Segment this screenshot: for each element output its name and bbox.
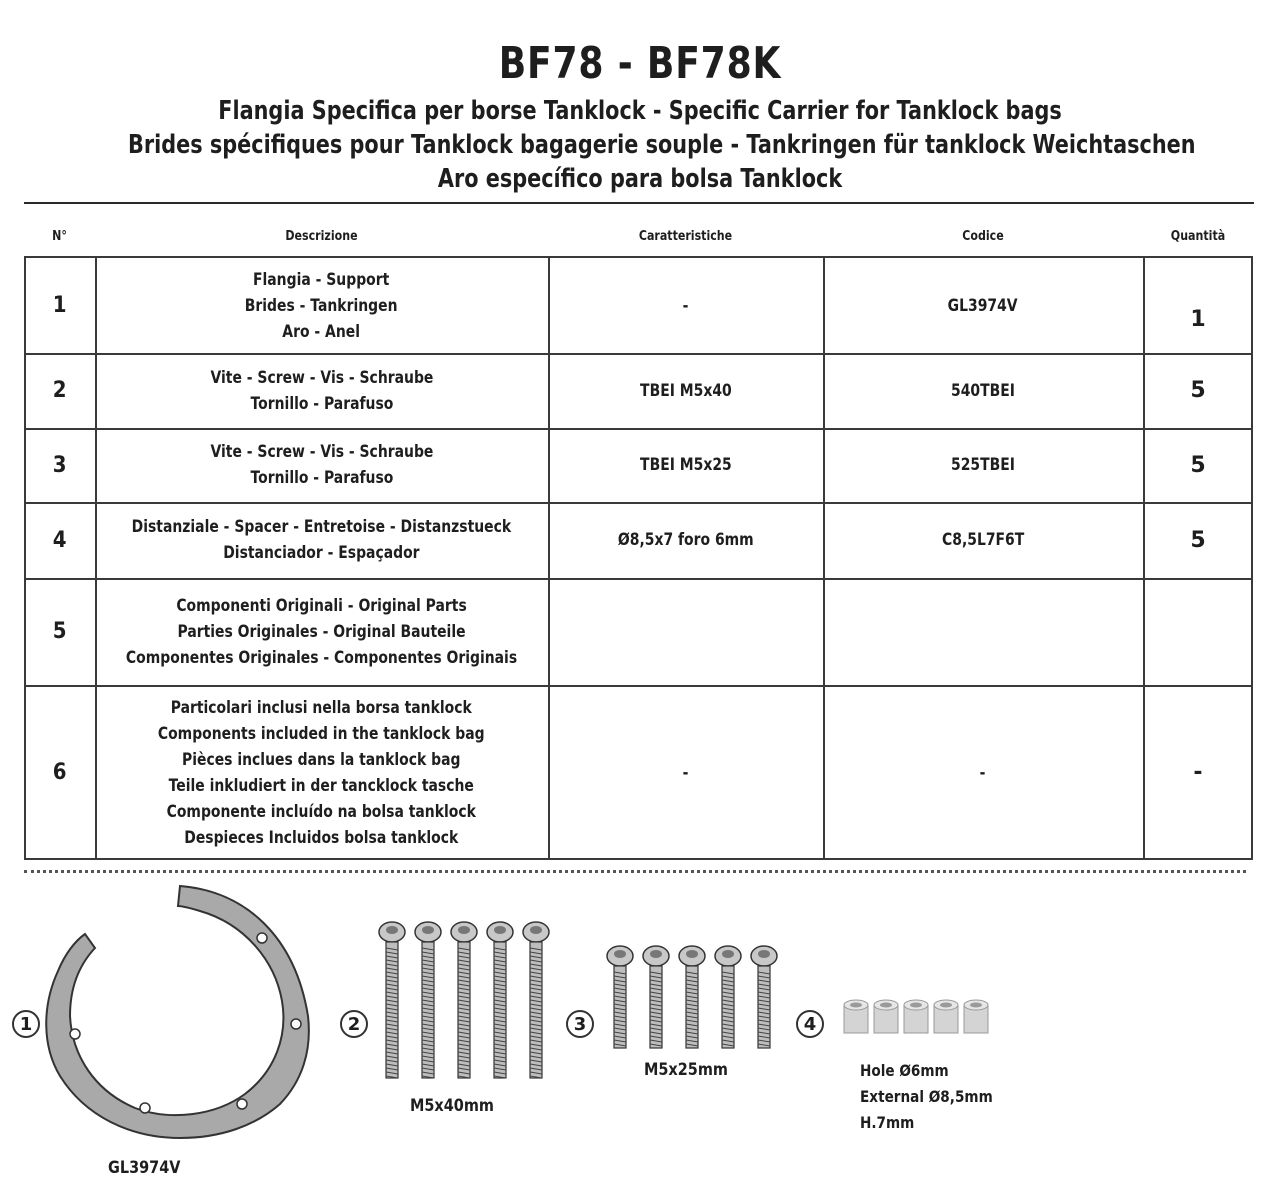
long-screws-illustration bbox=[372, 918, 552, 1088]
row-quantity-text: 5 bbox=[1190, 378, 1206, 403]
row-quantity bbox=[1143, 428, 1253, 502]
spacer-external-label: External Ø8,5mm bbox=[860, 1087, 993, 1106]
row-number-text: 5 bbox=[52, 619, 67, 644]
spacer bbox=[844, 1000, 868, 1033]
description-line: Brides - Tankringen bbox=[245, 295, 398, 316]
row-code-text: - bbox=[980, 762, 986, 783]
part-marker-4: 4 bbox=[796, 1010, 824, 1038]
header-code: Codice bbox=[962, 229, 1004, 244]
long-screw-size-label: M5x40mm bbox=[410, 1096, 494, 1116]
subtitle-fr-de: Brides spécifiques pour Tanklock bagagerie souple - Tankringen für tanklock Weichtaschen bbox=[128, 130, 1196, 160]
flange-illustration bbox=[40, 876, 330, 1146]
row-quantity-text: 5 bbox=[1190, 452, 1206, 478]
row-description bbox=[95, 685, 548, 860]
row-characteristics bbox=[548, 685, 823, 860]
row-number bbox=[24, 502, 95, 578]
spacer-height-label: H.7mm bbox=[860, 1113, 915, 1132]
header-num: N° bbox=[52, 229, 67, 244]
row-description-text bbox=[210, 365, 433, 417]
screw bbox=[715, 946, 741, 1048]
row-number bbox=[24, 428, 95, 502]
description-line: Flangia - Support bbox=[253, 269, 390, 290]
description-line: Componenti Originali - Original Parts bbox=[176, 595, 467, 616]
description-line: Vite - Screw - Vis - Schraube bbox=[210, 367, 433, 388]
row-description bbox=[95, 258, 548, 353]
part-marker-1: 1 bbox=[12, 1010, 40, 1038]
row-description-text bbox=[132, 514, 512, 566]
row-characteristics-text: - bbox=[682, 295, 689, 316]
description-line: Distanziale - Spacer - Entretoise - Distanzstueck bbox=[131, 517, 512, 537]
description-line: Despieces Incluidos bolsa tanklock bbox=[184, 827, 459, 848]
screw bbox=[415, 922, 441, 1078]
description-line: Components included in the tanklock bag bbox=[158, 723, 485, 744]
flange-code-label: GL3974V bbox=[108, 1158, 181, 1178]
row-characteristics-text: TBEI M5x40 bbox=[639, 380, 732, 401]
row-code-text: GL3974V bbox=[948, 295, 1018, 316]
screw bbox=[643, 946, 669, 1048]
description-line: Aro - Anel bbox=[282, 321, 361, 342]
row-description-text bbox=[210, 439, 433, 491]
description-line: Vite - Screw - Vis - Schraube bbox=[210, 442, 433, 462]
row-code bbox=[823, 353, 1143, 428]
section-divider bbox=[24, 870, 1246, 873]
screw bbox=[523, 922, 549, 1078]
row-characteristics-text: - bbox=[682, 762, 689, 783]
spacer bbox=[874, 1000, 898, 1033]
row-characteristics bbox=[548, 578, 823, 685]
row-code bbox=[823, 502, 1143, 578]
spacers-illustration bbox=[830, 995, 1000, 1045]
spacer-hole-label: Hole Ø6mm bbox=[860, 1061, 949, 1080]
short-screws-illustration bbox=[600, 942, 790, 1057]
header-description: Descrizione bbox=[285, 229, 358, 244]
subtitle-it-en: Flangia Specifica per borse Tanklock - Specific Carrier for Tanklock bags bbox=[218, 96, 1062, 126]
description-line: Distanciador - Espaçador bbox=[223, 543, 420, 563]
screw bbox=[451, 922, 477, 1078]
row-number bbox=[24, 685, 95, 860]
row-code-text: 525TBEI bbox=[951, 455, 1015, 475]
description-line: Teile inkludiert in der tancklock tasche bbox=[168, 775, 475, 796]
row-number-text: 1 bbox=[52, 293, 67, 318]
row-characteristics-text: Ø8,5x7 foro 6mm bbox=[617, 530, 754, 550]
row-code-text: 540TBEI bbox=[951, 380, 1015, 401]
row-description bbox=[95, 428, 548, 502]
subtitle-es: Aro específico para bolsa Tanklock bbox=[437, 164, 843, 194]
row-code bbox=[823, 258, 1143, 353]
row-quantity-text: - bbox=[1193, 760, 1203, 785]
row-description-text bbox=[158, 695, 485, 851]
description-line: Tornillo - Parafuso bbox=[250, 468, 393, 488]
row-characteristics bbox=[548, 353, 823, 428]
short-screw-size-label: M5x25mm bbox=[644, 1060, 728, 1080]
row-description-text bbox=[245, 267, 398, 345]
row-number-text: 3 bbox=[52, 452, 67, 478]
row-number-text: 4 bbox=[52, 527, 67, 553]
row-characteristics bbox=[548, 502, 823, 578]
spacer bbox=[904, 1000, 928, 1033]
spacer-dimensions bbox=[860, 1058, 993, 1136]
row-characteristics bbox=[548, 258, 823, 353]
screw bbox=[607, 946, 633, 1048]
row-code bbox=[823, 578, 1143, 685]
screw bbox=[379, 922, 405, 1078]
screw bbox=[487, 922, 513, 1078]
row-quantity bbox=[1143, 578, 1253, 685]
row-code bbox=[823, 685, 1143, 860]
description-line: Componente incluído na bolsa tanklock bbox=[166, 801, 477, 822]
description-line: Pièces inclues dans la tanklock bag bbox=[182, 749, 461, 770]
row-characteristics bbox=[548, 428, 823, 502]
screw bbox=[751, 946, 777, 1048]
screw bbox=[679, 946, 705, 1048]
description-line: Componentes Originales - Componentes Originais bbox=[125, 647, 518, 668]
row-number bbox=[24, 353, 95, 428]
row-number bbox=[24, 258, 95, 353]
row-description bbox=[95, 353, 548, 428]
spacer bbox=[934, 1000, 958, 1033]
row-code bbox=[823, 428, 1143, 502]
description-line: Tornillo - Parafuso bbox=[250, 393, 393, 414]
description-line: Parties Originales - Original Bauteile bbox=[177, 621, 466, 642]
description-line: Particolari inclusi nella borsa tanklock bbox=[170, 697, 473, 718]
row-quantity bbox=[1143, 685, 1253, 860]
row-description bbox=[95, 578, 548, 685]
row-code-text: C8,5L7F6T bbox=[941, 530, 1025, 550]
header-quantity: Quantità bbox=[1170, 229, 1226, 244]
part-marker-2: 2 bbox=[340, 1010, 368, 1038]
row-quantity-text: 1 bbox=[1190, 307, 1206, 332]
document-title: BF78 - BF78K bbox=[498, 38, 782, 89]
header-characteristics: Caratteristiche bbox=[638, 229, 733, 244]
row-number-text: 2 bbox=[52, 378, 67, 403]
row-quantity bbox=[1143, 353, 1253, 428]
row-number bbox=[24, 578, 95, 685]
part-marker-3: 3 bbox=[566, 1010, 594, 1038]
row-quantity-text: 5 bbox=[1190, 527, 1206, 553]
title-rule bbox=[24, 202, 1254, 204]
row-number-text: 6 bbox=[52, 760, 67, 785]
row-quantity bbox=[1143, 502, 1253, 578]
row-characteristics-text: TBEI M5x25 bbox=[639, 455, 732, 475]
spacer bbox=[964, 1000, 988, 1033]
row-description bbox=[95, 502, 548, 578]
row-description-text bbox=[126, 593, 517, 671]
